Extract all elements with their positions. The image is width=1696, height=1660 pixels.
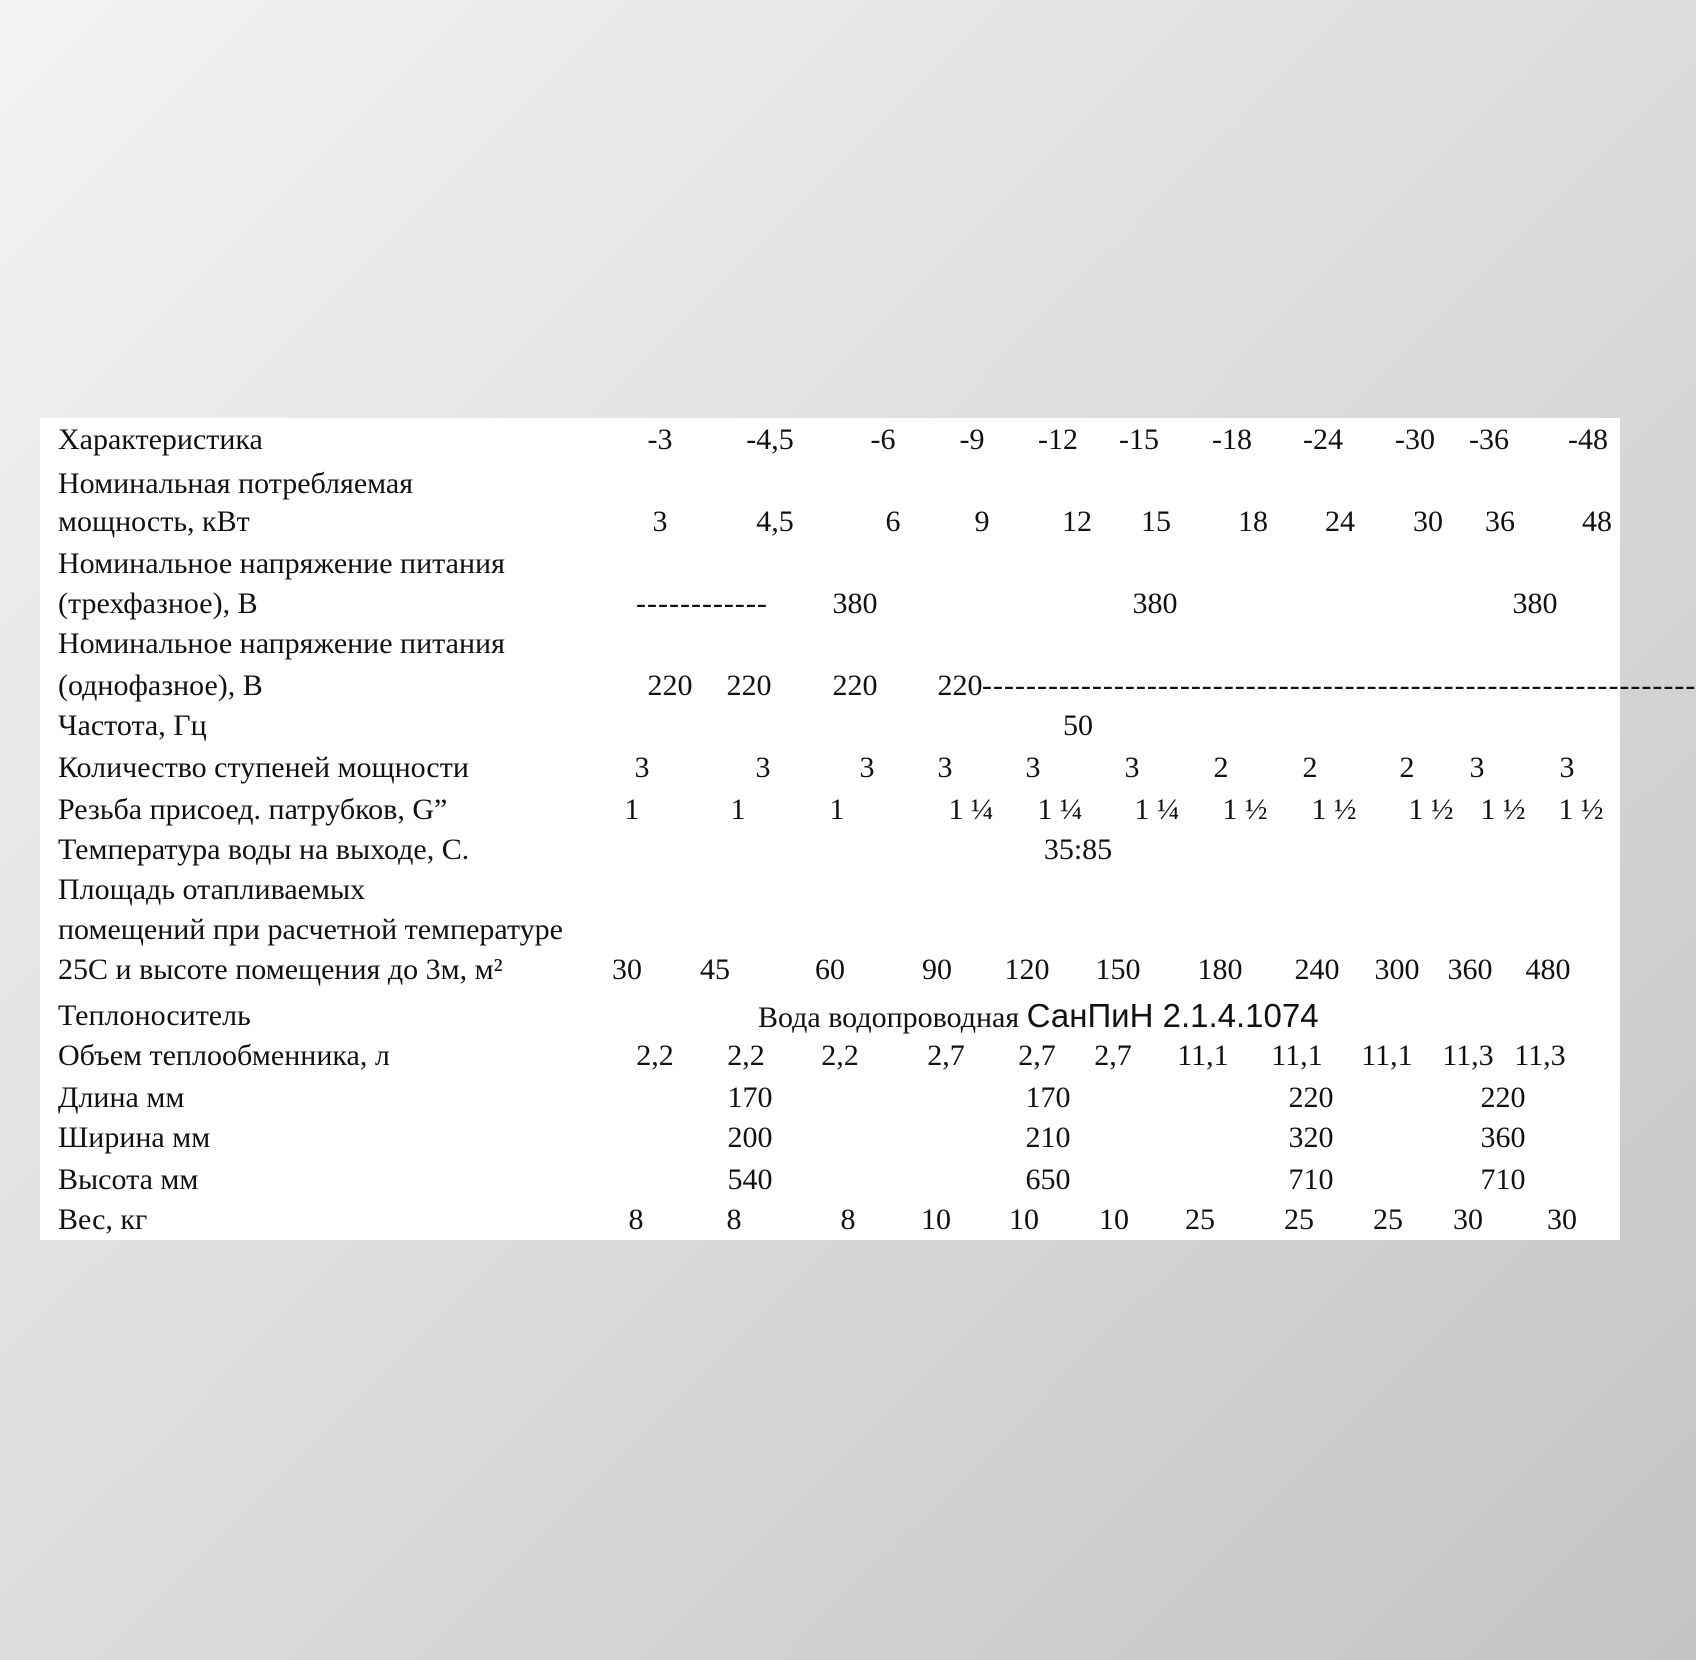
row-label: Характеристика: [58, 423, 263, 456]
table-row: [40, 1078, 1620, 1118]
table-row: [40, 790, 1620, 830]
row-label: Вес, кг: [58, 1203, 148, 1236]
cell: 9: [974, 505, 990, 538]
row-label: Номинальное напряжение питания: [58, 627, 505, 660]
cell: -24: [1303, 423, 1343, 456]
cell: 300: [1374, 953, 1420, 986]
row-label: Номинальное напряжение питания: [58, 547, 505, 580]
cell: 170: [727, 1081, 773, 1114]
row-label: Длина мм: [58, 1081, 185, 1114]
cell: 48: [1582, 505, 1612, 538]
cell: 3: [1025, 751, 1041, 784]
table-row: [40, 1036, 1620, 1076]
cell: 480: [1525, 953, 1571, 986]
cell: 1 ½: [1558, 793, 1604, 826]
cell: 210: [1025, 1121, 1071, 1154]
cell: 2: [1302, 751, 1318, 784]
row-label: (однофазное), В: [58, 669, 263, 702]
cell: 35:85: [1043, 833, 1113, 866]
cell: -15: [1119, 423, 1159, 456]
row-label: (трехфазное), В: [58, 587, 258, 620]
cell: 240: [1294, 953, 1340, 986]
cell: 1 ½: [1222, 793, 1268, 826]
row-label: Объем теплообменника, л: [58, 1039, 390, 1072]
table-row: [40, 910, 1620, 950]
dash-fill: -----------------------------------------------------------------: [982, 669, 1696, 702]
cell: 30: [1547, 1203, 1577, 1236]
cell: -6: [870, 423, 896, 456]
cell: -3: [647, 423, 673, 456]
cell: 2: [1399, 751, 1415, 784]
cell: -36: [1469, 423, 1509, 456]
table-row: [40, 464, 1620, 504]
cell: 2,7: [927, 1039, 965, 1072]
table-row: [40, 870, 1620, 910]
cell: 30: [1413, 505, 1443, 538]
cell: 3: [652, 505, 668, 538]
cell: 1: [730, 793, 746, 826]
cell: 2,2: [727, 1039, 765, 1072]
cell: 1 ¼: [948, 793, 994, 826]
cell: 380: [1512, 587, 1558, 620]
cell: 180: [1197, 953, 1243, 986]
cell: 10: [1009, 1203, 1039, 1236]
cell: [758, 996, 1319, 1038]
cell: 380: [832, 587, 878, 620]
table-row: [40, 1160, 1620, 1200]
row-label: Высота мм: [58, 1163, 199, 1196]
cell: 45: [700, 953, 730, 986]
table-row: [40, 666, 1696, 706]
cell: 1: [829, 793, 845, 826]
cell: 710: [1288, 1163, 1334, 1196]
cell: 170: [1025, 1081, 1071, 1114]
spec-table: [40, 418, 1696, 1240]
cell: 120: [1004, 953, 1050, 986]
row-label: Количество ступеней мощности: [58, 751, 469, 784]
cell: -4,5: [746, 423, 794, 456]
cell: 10: [1099, 1203, 1129, 1236]
cell: 150: [1095, 953, 1141, 986]
cell: 3: [937, 751, 953, 784]
table-row: [40, 1118, 1620, 1158]
cell: 1: [624, 793, 640, 826]
cell: 11,3: [1442, 1039, 1494, 1072]
cell: 1 ½: [1480, 793, 1526, 826]
cell: 25: [1284, 1203, 1314, 1236]
cell: 2,7: [1018, 1039, 1056, 1072]
row-label: Номинальная потребляемая: [58, 467, 414, 500]
table-row: [40, 996, 1620, 1036]
cell: 200: [727, 1121, 773, 1154]
cell: 3: [1559, 751, 1575, 784]
cell: 360: [1480, 1121, 1526, 1154]
cell: 4,5: [756, 505, 794, 538]
table-row: [40, 584, 1620, 624]
cell: 540: [727, 1163, 773, 1196]
cell: 30: [1453, 1203, 1483, 1236]
table-row: [40, 748, 1620, 788]
cell: -48: [1568, 423, 1608, 456]
row-label: 25С и высоте помещения до 3м, м²: [58, 953, 503, 986]
cell: 25: [1373, 1203, 1403, 1236]
table-row: [40, 950, 1620, 990]
cell: 380: [1132, 587, 1178, 620]
row-label: Температура воды на выходе, С.: [58, 833, 470, 866]
cell: 320: [1288, 1121, 1334, 1154]
cell: 11,1: [1177, 1039, 1229, 1072]
cell: 1 ½: [1311, 793, 1357, 826]
cell: 3: [1124, 751, 1140, 784]
cell: 60: [815, 953, 845, 986]
cell: 220: [647, 669, 693, 702]
cell: 11,3: [1514, 1039, 1566, 1072]
cell: 3: [755, 751, 771, 784]
cell: 18: [1238, 505, 1268, 538]
table-row: [40, 502, 1620, 542]
cell: 36: [1485, 505, 1515, 538]
cell: 2,7: [1094, 1039, 1132, 1072]
cell: 10: [921, 1203, 951, 1236]
cell: 1 ¼: [1134, 793, 1180, 826]
row-label: мощность, кВт: [58, 505, 250, 538]
cell: 50: [1063, 709, 1093, 742]
coolant-type: Вода водопроводная: [758, 1001, 1027, 1034]
cell: 220: [1288, 1081, 1334, 1114]
cell: 2,2: [821, 1039, 859, 1072]
cell: 3: [859, 751, 875, 784]
cell: 8: [726, 1203, 742, 1236]
cell: -18: [1212, 423, 1252, 456]
dash-fill: ------------: [636, 587, 768, 620]
cell: 650: [1025, 1163, 1071, 1196]
row-label: Частота, Гц: [58, 709, 207, 742]
cell: 24: [1325, 505, 1355, 538]
row-label: Площадь отапливаемых: [58, 873, 366, 906]
cell: 8: [840, 1203, 856, 1236]
cell: 220: [937, 669, 983, 702]
coolant-standard: СанПиН 2.1.4.1074: [1026, 997, 1319, 1034]
cell: 1 ¼: [1037, 793, 1083, 826]
cell: 360: [1447, 953, 1493, 986]
cell: 90: [922, 953, 952, 986]
cell: 30: [612, 953, 642, 986]
table-row: [40, 1200, 1620, 1240]
row-label: Ширина мм: [58, 1121, 211, 1154]
cell: 1 ½: [1408, 793, 1454, 826]
table-row: [40, 624, 1620, 664]
cell: 3: [1469, 751, 1485, 784]
cell: 220: [1480, 1081, 1526, 1114]
cell: 2: [1213, 751, 1229, 784]
cell: 710: [1480, 1163, 1526, 1196]
cell: -12: [1038, 423, 1078, 456]
table-row: [40, 706, 1620, 746]
cell: 8: [628, 1203, 644, 1236]
cell: -30: [1395, 423, 1435, 456]
cell: 15: [1141, 505, 1171, 538]
cell: 25: [1185, 1203, 1215, 1236]
row-label: Теплоноситель: [58, 999, 251, 1032]
cell: 220: [726, 669, 772, 702]
cell: 220: [832, 669, 878, 702]
cell: 11,1: [1271, 1039, 1323, 1072]
cell: 6: [885, 505, 901, 538]
cell: -9: [959, 423, 985, 456]
cell: 2,2: [636, 1039, 674, 1072]
row-label: Резьба присоед. патрубков, G”: [58, 793, 448, 826]
table-row: [40, 420, 1620, 460]
cell: 11,1: [1361, 1039, 1413, 1072]
cell: 12: [1062, 505, 1092, 538]
table-row: [40, 544, 1620, 584]
row-label: помещений при расчетной температуре: [58, 913, 563, 946]
cell: 3: [634, 751, 650, 784]
table-row: [40, 830, 1620, 870]
